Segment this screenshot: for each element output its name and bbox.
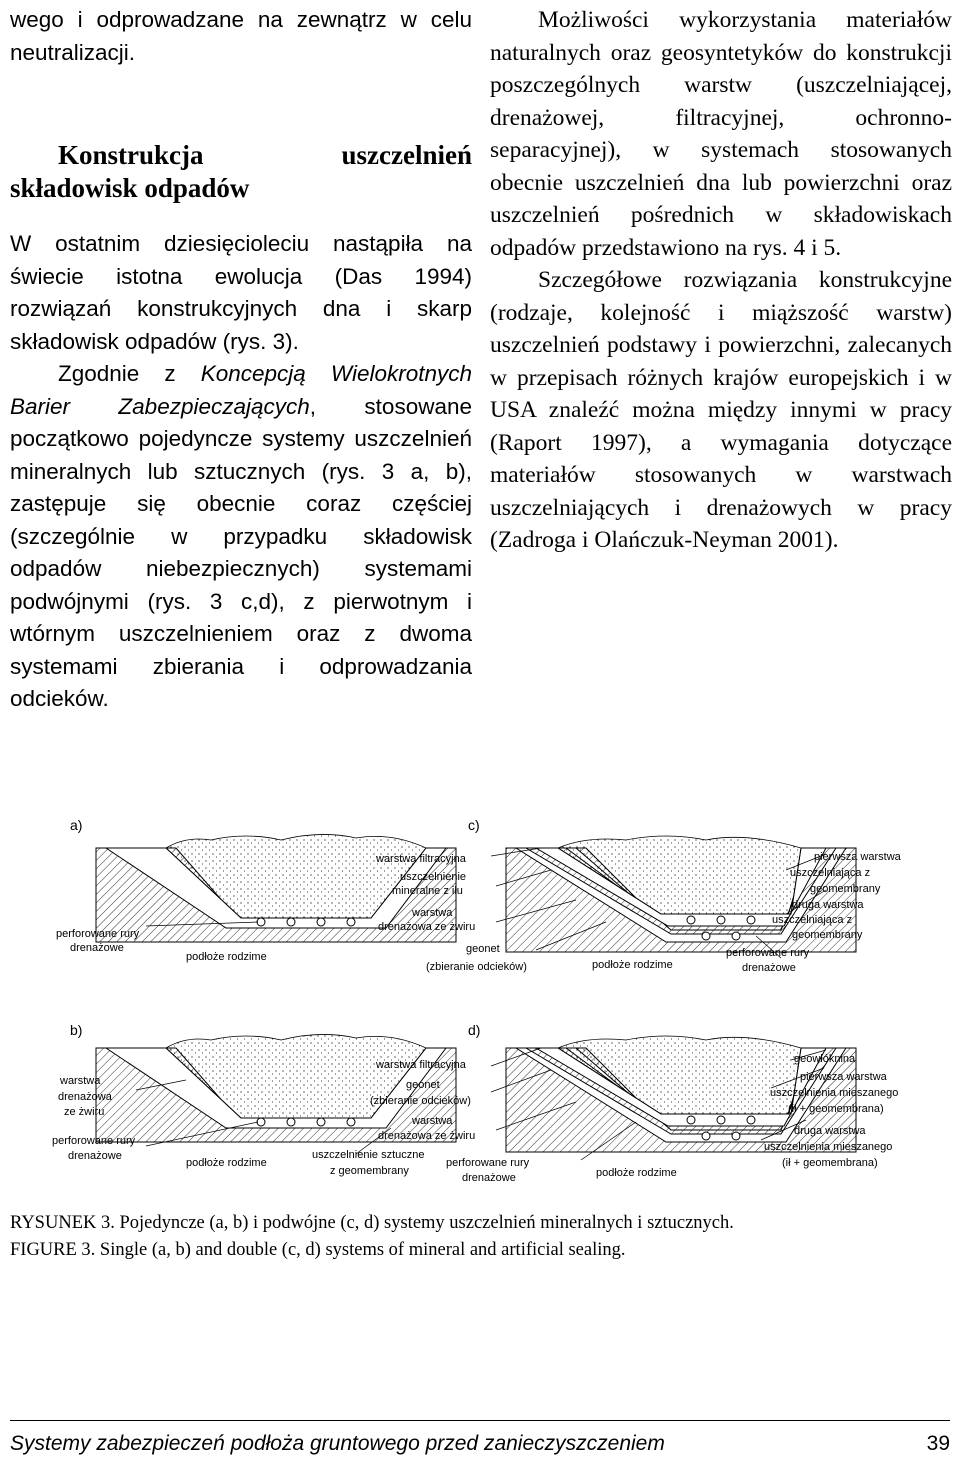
drain-pipe — [287, 918, 295, 926]
label-synthetic-seal: uszczelnienie sztuczne — [312, 1149, 425, 1161]
figure-3 — [36, 810, 936, 1190]
label-second-seal-2: uszczelniająca z — [772, 914, 853, 926]
drain-pipe — [732, 932, 740, 940]
panel-label-a: a) — [70, 817, 83, 833]
label-first-seal-2: uszczelnienia mieszanego — [770, 1087, 899, 1099]
drain-pipe — [702, 1132, 710, 1140]
label-drain-2: drenażowa — [58, 1091, 112, 1103]
drain-pipe — [717, 1116, 725, 1124]
label-drain: warstwa — [60, 1075, 101, 1087]
left-paragraph-3 — [10, 358, 472, 716]
panel-d — [370, 1022, 898, 1184]
label-drain: warstwa — [412, 907, 453, 919]
figure-drawing — [36, 810, 936, 1190]
label-subsoil: podłoże rodzime — [596, 1167, 677, 1179]
label-subsoil: podłoże rodzime — [186, 1157, 267, 1169]
drain-pipe — [717, 916, 725, 924]
label-second-seal: druga warstwa — [792, 899, 864, 911]
label-geonet: geonet — [406, 1079, 440, 1091]
right-paragraph-1: Możliwości wykorzystania materiałów naturalnych oraz geosyntetyków do konstrukcji poszczególnych warstw (uszczelniającej, drenażowej, filtracyjnej, ochronno-separacyjnej), w systemach stosowanych obecnie uszczelnień dna lub powierzchni oraz uszczelnień pośrednich w składowiskach odpadów przedstawiono na rys. 4 i 5. — [490, 7, 952, 261]
footer-rule — [10, 1420, 950, 1421]
label-pipes-2: drenażowe — [462, 1172, 516, 1184]
label-first-seal-2: uszczelniająca z — [790, 867, 871, 879]
drain-pipe — [287, 1118, 295, 1126]
label-pipes-2: drenażowe — [70, 942, 124, 954]
drain-pipe — [687, 916, 695, 924]
p3-italic-term: Koncepcją Wielokrotnych Barier Zabezpieczających — [10, 361, 473, 419]
left-paragraph-2: W ostatnim dziesięcioleciu nastąpiła na świecie istotna ewolucja (Das 1994) rozwiązań konstrukcyjnych dna i skarp składowisk odpadów (rys. 3). — [10, 231, 472, 354]
drain-pipe — [347, 918, 355, 926]
drain-pipe — [347, 1118, 355, 1126]
left-column — [10, 4, 472, 716]
label-pipes: perforowane rury — [446, 1157, 530, 1169]
label-second-seal-2: uszczelnienia mieszanego — [764, 1141, 893, 1153]
label-filter: warstwa filtracyjna — [376, 1059, 466, 1071]
label-second-seal-3: (ił + geomembrana) — [782, 1157, 878, 1169]
right-column — [490, 4, 952, 557]
section-title: Konstrukcja uszczelnień składowisk odpadów — [10, 140, 472, 203]
left-paragraph-1: wego i odprowadzane na zewnątrz w celu neutralizacji. — [10, 7, 472, 65]
panel-label-d: d) — [468, 1022, 481, 1038]
label-subsoil: podłoże rodzime — [592, 959, 673, 971]
label-geonet-2: (zbieranie odcieków) — [370, 1095, 471, 1107]
label-first-seal: pierwsza warstwa — [814, 851, 901, 863]
label-geonet-2: (zbieranie odcieków) — [426, 961, 527, 973]
label-geotextile: geowłóknina — [794, 1053, 856, 1065]
label-geonet: geonet — [466, 943, 500, 955]
drain-pipe — [317, 918, 325, 926]
p3-rest: , stosowane początkowo pojedyncze systemy uszczelnień mineralnych lub sztucznych (rys. 3 a, b), zastępuje się obecnie coraz częściej (szczególnie w przypadku składowisk odpadów niebezpiecznych) systemami podwójnymi (rys. 3 c,d), z pierwotnym i wtórnym uszczelnieniem oraz z dwoma systemami zbierania i odprowadzania odcieków. — [10, 393, 472, 711]
drain-pipe — [257, 918, 265, 926]
panel-c — [375, 817, 902, 974]
panel-label-c: c) — [468, 817, 480, 833]
label-synthetic-seal-2: z geomembrany — [330, 1165, 409, 1177]
drain-pipe — [747, 1116, 755, 1124]
drain-pipe — [687, 1116, 695, 1124]
page-number: 39 — [926, 1432, 950, 1455]
caption-english: FIGURE 3. Single (a, b) and double (c, d) systems of mineral and artificial sealing. — [10, 1240, 626, 1260]
label-second-seal-3: geomembrany — [792, 929, 863, 941]
label-drain-2: drenażowa ze żwiru — [378, 1130, 476, 1142]
drain-pipe — [732, 1132, 740, 1140]
label-subsoil: podłoże rodzime — [186, 951, 267, 963]
page-footer — [10, 1432, 950, 1456]
drain-pipe — [747, 916, 755, 924]
label-first-seal: pierwsza warstwa — [800, 1071, 887, 1083]
p3-start: Zgodnie z — [58, 361, 201, 386]
label-drain-3: ze żwiru — [64, 1106, 105, 1118]
label-mineral-2: mineralne z iłu — [392, 885, 463, 897]
right-paragraph-2: Szczegółowe rozwiązania konstrukcyjne (rodzaje, kolejność i miąższość warstw) uszczelnień podstawy i powierzchni, zalecanych w przepisach różnych krajów europejskich i w USA znaleźć można między innymi w pracy (Raport 1997), a wymagania dotyczące materiałów stosowanych w warstwach uszczelniających i drenażowych w pracy (Zadroga i Olańczuk-Neyman 2001). — [490, 267, 952, 553]
label-filter: warstwa filtracyjna — [376, 853, 466, 865]
label-first-seal-3: geomembrany — [810, 883, 881, 895]
label-drain-2: drenażowa ze żwiru — [378, 921, 476, 933]
figure-caption — [10, 1210, 734, 1264]
running-title: Systemy zabezpieczeń podłoża gruntowego przed zanieczyszczeniem — [10, 1432, 665, 1455]
drain-pipe — [702, 932, 710, 940]
drain-pipe — [257, 1118, 265, 1126]
label-pipes-2: drenażowe — [68, 1150, 122, 1162]
panel-label-b: b) — [70, 1022, 83, 1038]
label-pipes: perforowane rury — [726, 947, 810, 959]
label-second-seal: druga warstwa — [794, 1125, 866, 1137]
caption-polish: RYSUNEK 3. Pojedyncze (a, b) i podwójne (c, d) systemy uszczelnień mineralnych i sztucznych. — [10, 1213, 734, 1233]
label-drain: warstwa — [412, 1115, 453, 1127]
label-pipes: perforowane rury — [56, 928, 140, 940]
label-pipes-2: drenażowe — [742, 962, 796, 974]
label-pipes: perforowane rury — [52, 1135, 136, 1147]
label-first-seal-3: (ił + geomembrana) — [788, 1103, 884, 1115]
drain-pipe — [317, 1118, 325, 1126]
label-mineral: uszczelnienie — [400, 871, 467, 883]
